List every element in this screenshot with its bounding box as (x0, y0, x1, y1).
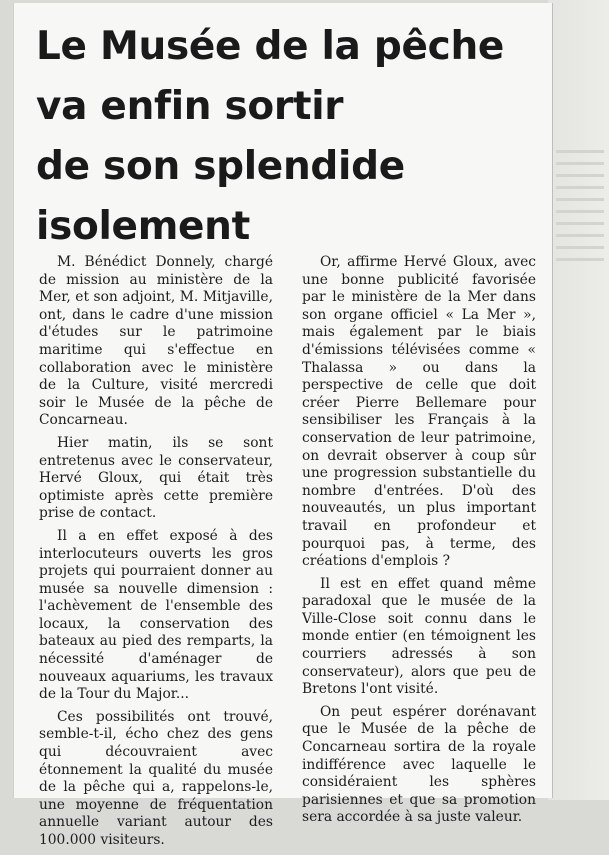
adjacent-page-bleed (548, 0, 609, 800)
newspaper-clipping (14, 3, 552, 848)
adjacent-text-lines (556, 150, 604, 270)
article-column-right (302, 254, 536, 832)
headline-line-1: Le Musée de la pêche (36, 24, 505, 69)
article-column-left (39, 254, 273, 855)
headline-line-3: de son splendide (36, 144, 405, 189)
paragraph: M. Bénédict Donnely, chargé de mission au ministère de la Mer, et son adjoint, M. Mitjaville, ont, dans le cadre d'une mission d'études sur le patrimoine maritime qui s'effectue en collaboration avec le ministère de la Culture, visité mercredi soir le Musée de la pêche de Concarneau. (39, 254, 273, 429)
paragraph: Il a en effet exposé à des interlocuteurs ouverts les gros projets qui pourraient donner au musée sa nouvelle dimension : l'achèvement de l'ensemble des locaux, la conservation des bateaux au pied des remparts, la nécessité d'aménager de nouveaux aquariums, les travaux de la Tour du Major... (39, 527, 273, 703)
paragraph: Or, affirme Hervé Gloux, avec une bonne publicité favorisée par le ministère de la Mer dans son organe officiel « La Mer », mais également par le biais d'émissions télévisées comme « Thalassa » ou dans la perspective de celle que doit créer Pierre Bellemare pour sensibiliser les Français à la conservation de leur patrimoine, on devrait observer à coup sûr une progression substantielle du nombre d'entrées. D'où des nouveautés, un plus important travail en profondeur et pourquoi pas, à terme, des créations d'emplois ? (302, 254, 536, 570)
headline-line-2: va enfin sortir (36, 84, 344, 129)
paragraph: Il est en effet quand même paradoxal que le musée de la Ville-Close soit connu dans le monde entier (en témoignent les courriers adressés à son conservateur), alors que peu de Bretons l'ont visité. (302, 575, 536, 698)
headline (36, 17, 536, 257)
paragraph: On peut espérer dorénavant que le Musée de la pêche de Concarneau sortira de la royale indifférence avec laquelle le considéraient les sphères parisiennes et que sa promotion sera accordée à sa juste valeur. (302, 703, 536, 826)
paragraph: Hier matin, ils se sont entretenus avec le conservateur, Hervé Gloux, qui était très optimiste après cette première prise de contact. (39, 434, 273, 522)
paragraph: Ces possibilités ont trouvé, semble-t-il, écho chez des gens qui découvraient avec étonnement la qualité du musée de la pêche qui a, rappelons-le, une moyenne de fréquentation annuelle variant autour des 100.000 visiteurs. (39, 708, 273, 848)
headline-line-4: isolement (36, 204, 250, 249)
